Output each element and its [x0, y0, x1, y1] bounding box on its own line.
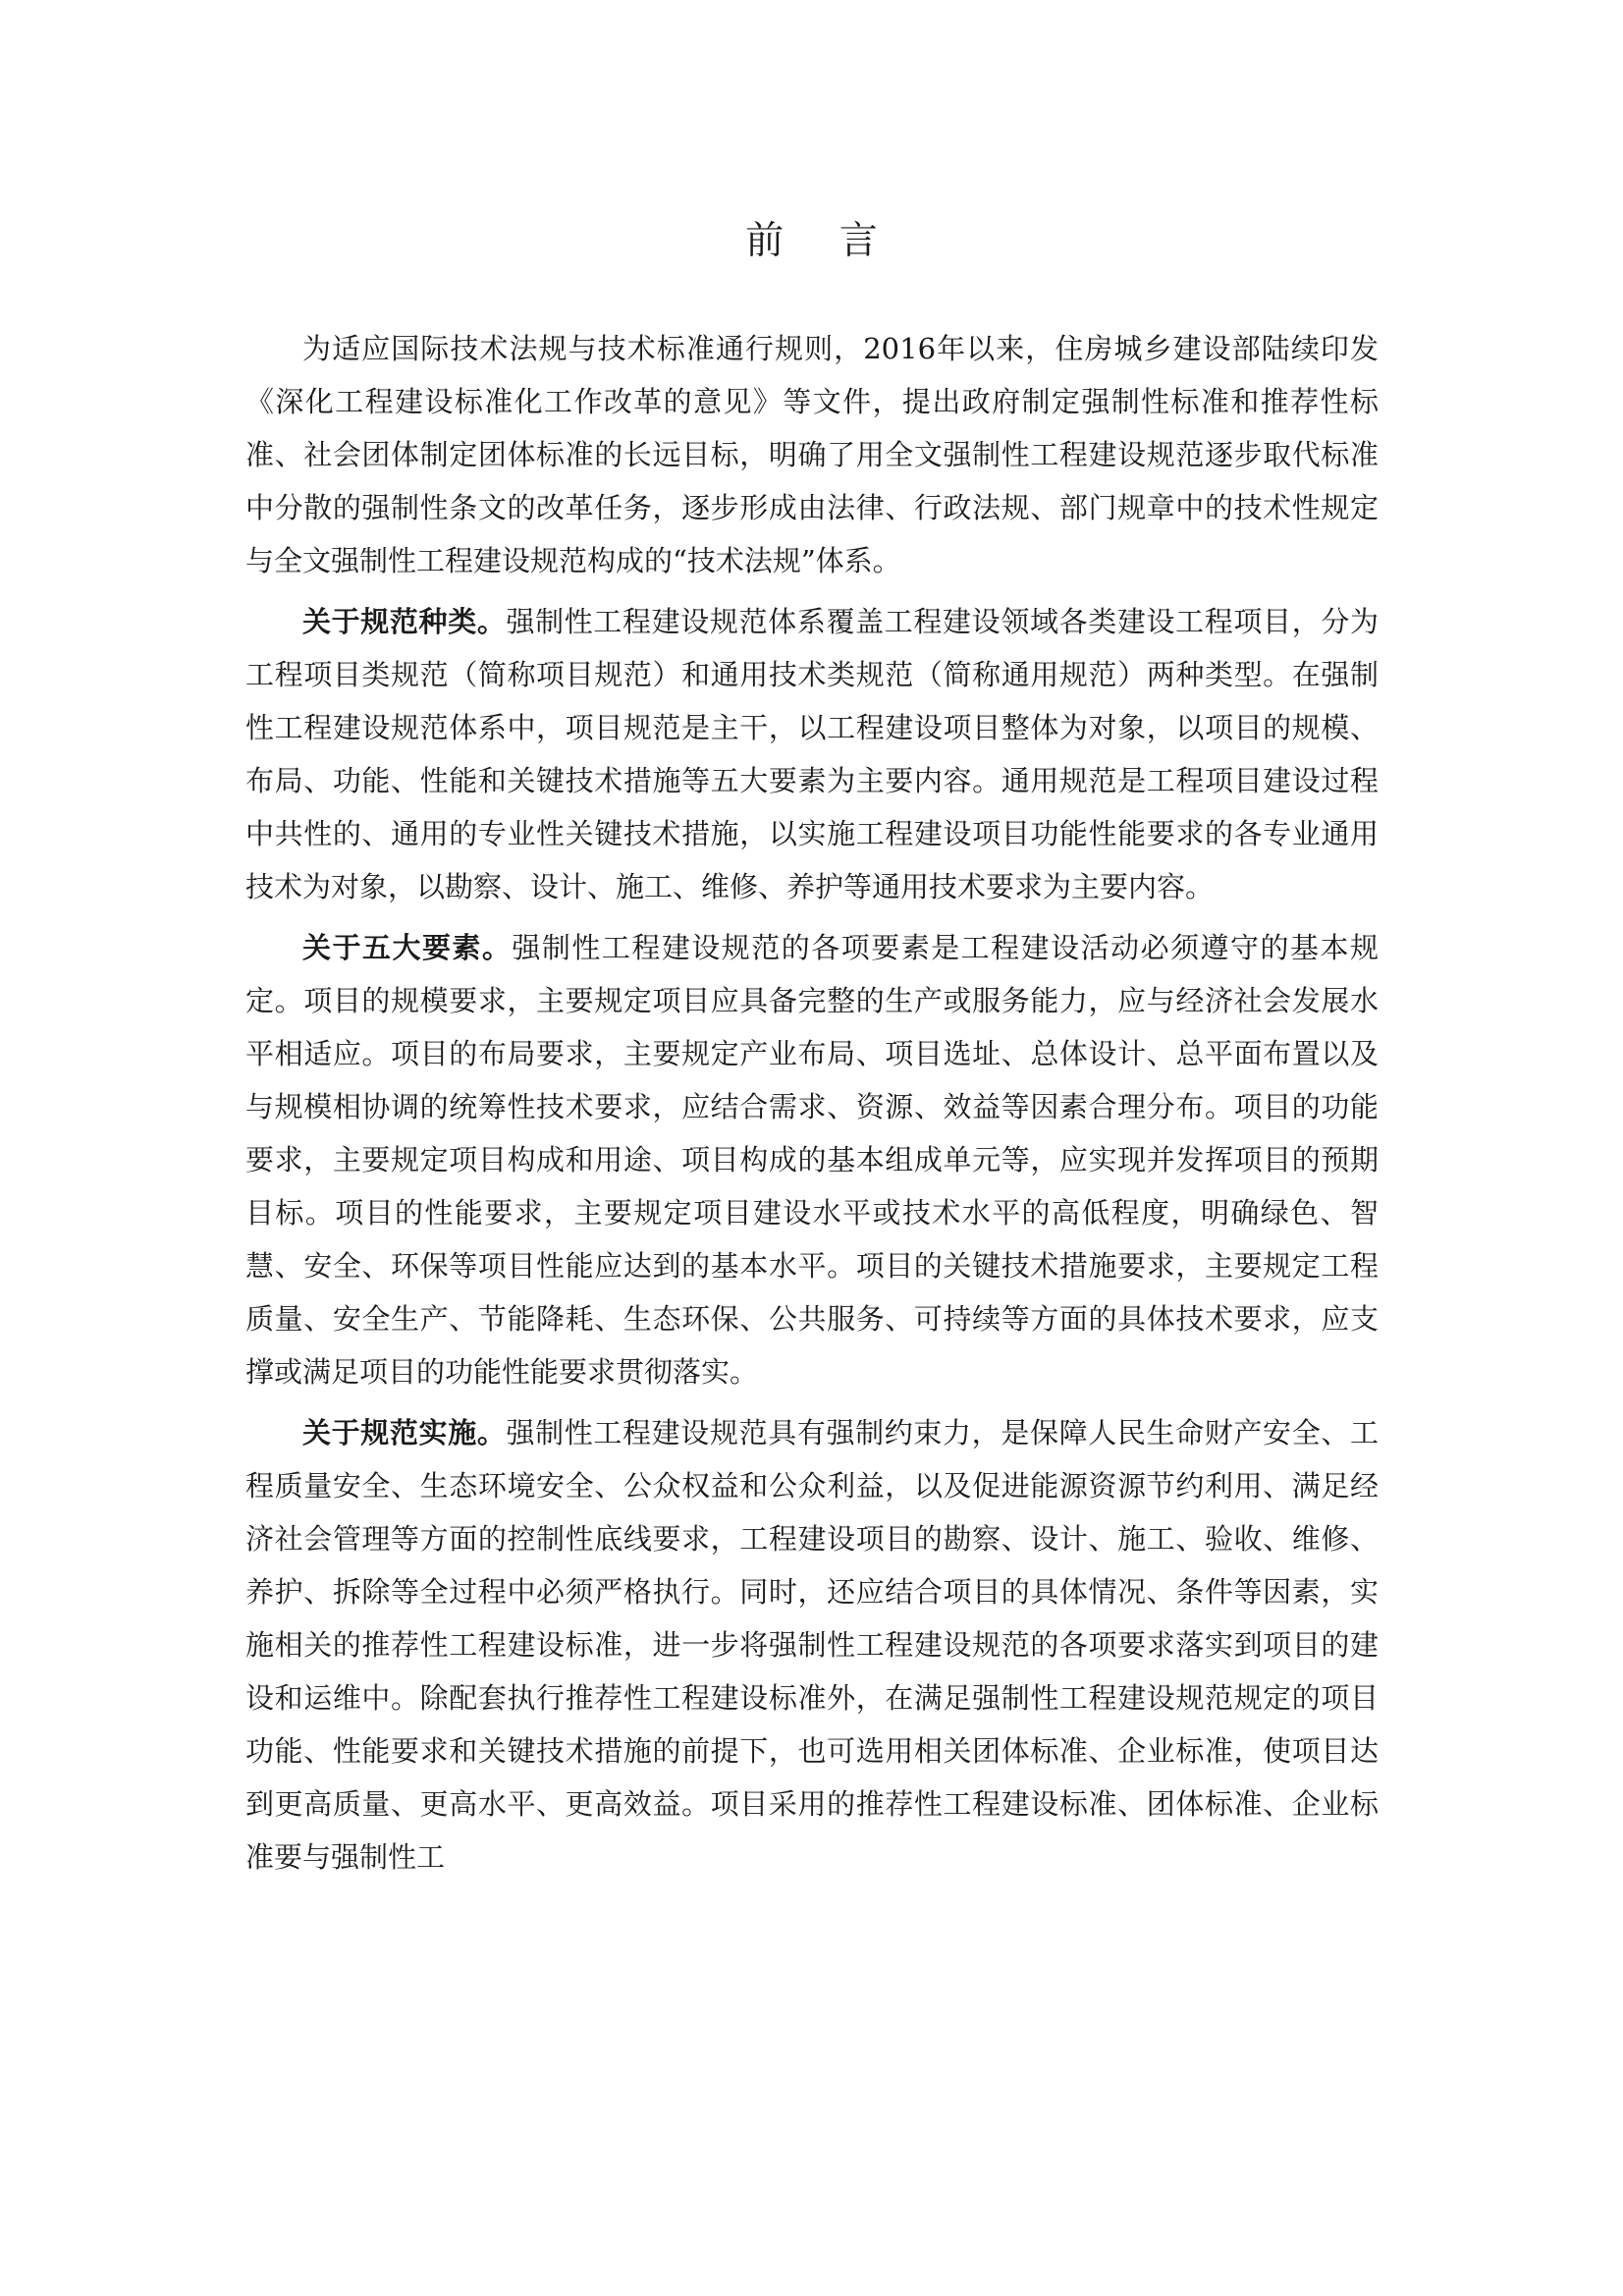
paragraph-lead: 关于五大要素。 — [302, 931, 513, 964]
paragraph-text: 强制性工程建设规范具有强制约束力，是保障人民生命财产安全、工程质量安全、生态环境安全、公众权益和公众利益，以及促进能源资源节约利用、满足经济社会管理等方面的控制性底线要求，工程建设项目的勘察、设计、施工、验收、维修、养护、拆除等全过程中必须严格执行。同时，还应结合项目的具体情况、条件等因素，实施相关的推荐性工程建设标准，进一步将强制性工程建设规范的各项要求落实到项目的建设和运维中。除配套执行推荐性工程建设标准外，在满足强制性工程建设规范规定的项目功能、性能要求和关键技术措施的前提下，也可选用相关团体标准、企业标准，使项目达到更高质量、更高水平、更高效益。项目采用的推荐性工程建设标准、团体标准、企业标准要与强制性工 — [245, 1416, 1379, 1874]
paragraph-lead: 关于规范种类。 — [302, 605, 507, 638]
page-title: 前 言 — [745, 219, 899, 263]
paragraph-text: 强制性工程建设规范的各项要素是工程建设活动必须遵守的基本规定。项目的规模要求，主要规定项目应具备完整的生产或服务能力，应与经济社会发展水平相适应。项目的布局要求，主要规定产业布局、项目选址、总体设计、总平面布置以及与规模相协调的统筹性技术要求，应结合需求、资源、效益等因素合理分布。项目的功能要求，主要规定项目构成和用途、项目构成的基本组成单元等，应实现并发挥项目的预期目标。项目的性能要求，主要规定项目建设水平或技术水平的高低程度，明确绿色、智慧、安全、环保等项目性能应达到的基本水平。项目的关键技术措施要求，主要规定工程质量、安全生产、节能降耗、生态环保、公共服务、可持续等方面的具体技术要求，应支撑或满足项目的功能性能要求贯彻落实。 — [245, 931, 1379, 1389]
paragraph-text: 强制性工程建设规范体系覆盖工程建设领域各类建设工程项目，分为工程项目类规范（简称项目规范）和通用技术类规范（简称通用规范）两种类型。在强制性工程建设规范体系中，项目规范是主干，以工程建设项目整体为对象，以项目的规模、布局、功能、性能和关键技术措施等五大要素为主要内容。通用规范是工程项目建设过程中共性的、通用的专业性关键技术措施，以实施工程建设项目功能性能要求的各专业通用技术为对象，以勘察、设计、施工、维修、养护等通用技术要求为主要内容。 — [245, 605, 1379, 903]
paragraph-text: 为适应国际技术法规与技术标准通行规则，2016年以来，住房城乡建设部陆续印发《深化工程建设标准化工作改革的意见》等文件，提出政府制定强制性标准和推荐性标准、社会团体制定团体标准的长远目标，明确了用全文强制性工程建设规范逐步取代标准中分散的强制性条文的改革任务，逐步形成由法律、行政法规、部门规章中的技术性规定与全文强制性工程建设规范构成的“技术法规”体系。 — [245, 332, 1379, 577]
paragraph-five-elements — [245, 921, 1379, 1398]
paragraph-intro — [245, 322, 1379, 587]
paragraph-implementation — [245, 1406, 1379, 1884]
body-text — [245, 322, 1379, 1891]
paragraph-lead: 关于规范实施。 — [302, 1416, 507, 1449]
paragraph-spec-types — [245, 595, 1379, 913]
